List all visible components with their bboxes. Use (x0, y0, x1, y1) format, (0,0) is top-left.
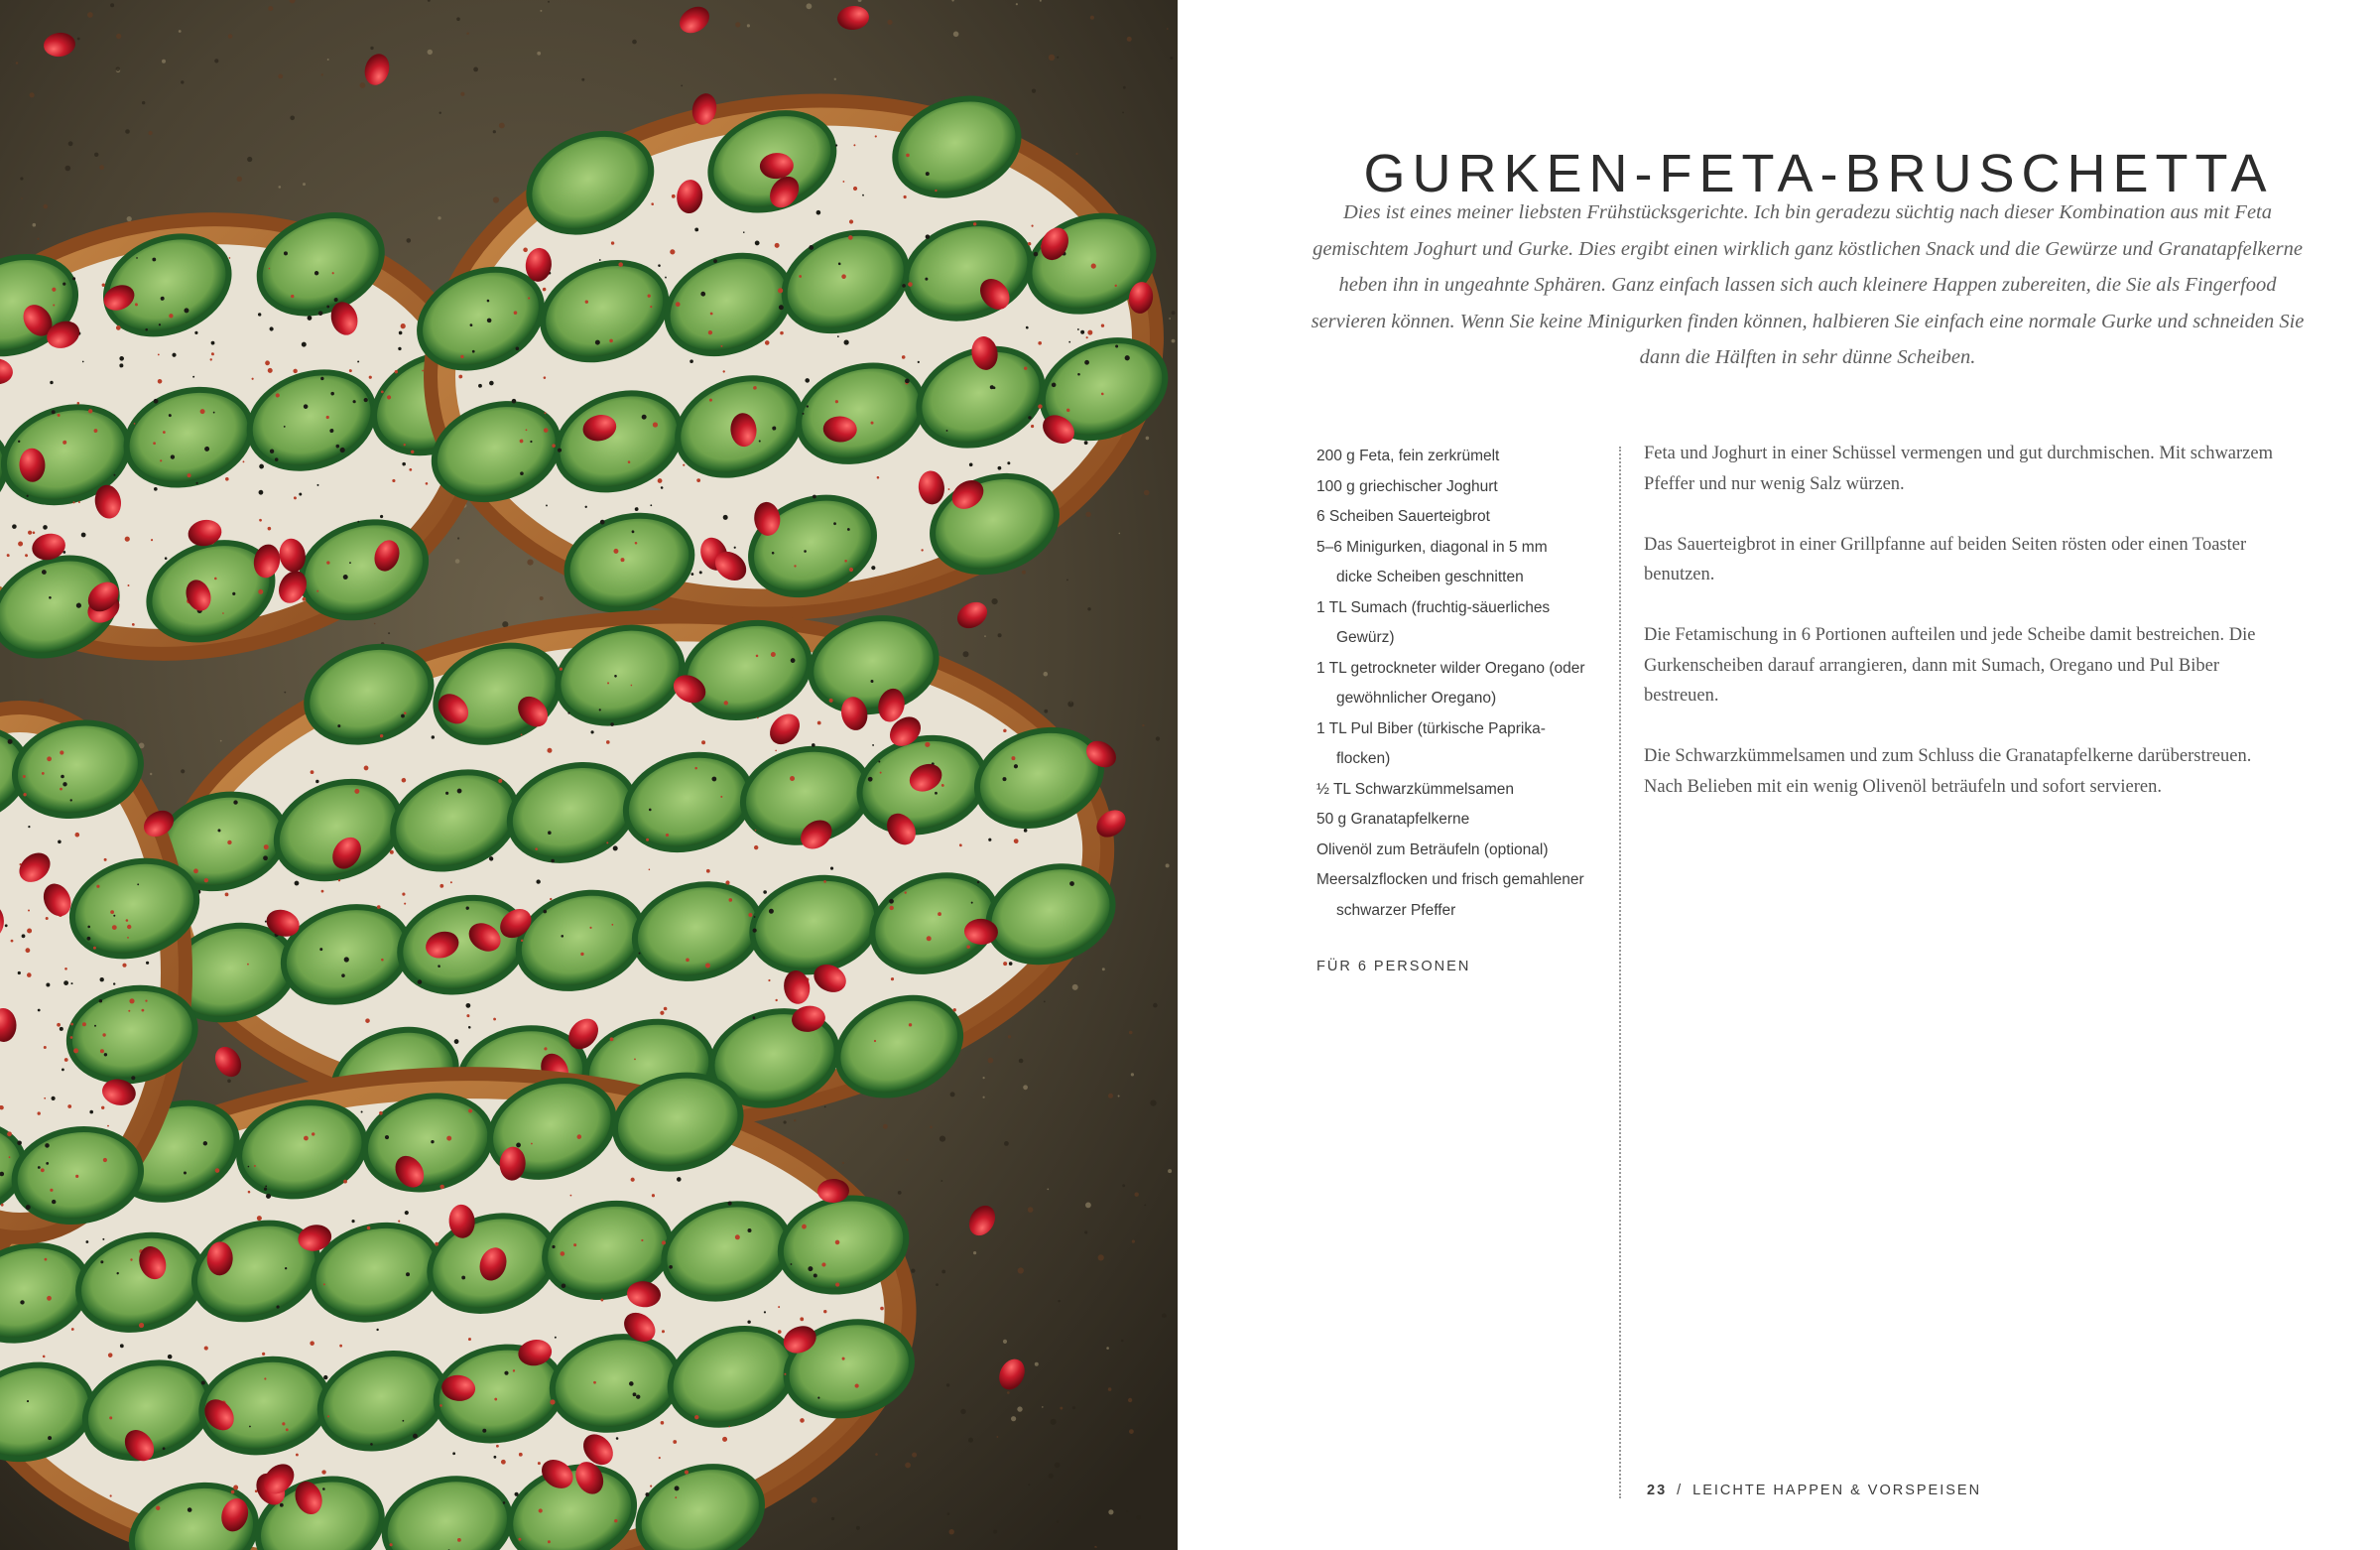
spice-fleck (47, 756, 52, 761)
speckle (284, 692, 286, 694)
speckle (125, 129, 130, 134)
speckle (548, 1, 550, 3)
speckle (1123, 86, 1126, 89)
spice-fleck (102, 1033, 105, 1036)
speckle (887, 20, 892, 25)
spice-fleck (87, 937, 91, 941)
speckle (110, 3, 114, 7)
speckle (1106, 1347, 1109, 1350)
speckle (1072, 1406, 1075, 1409)
speckle (268, 6, 273, 11)
spice-fleck (64, 968, 67, 970)
speckle (1144, 1205, 1146, 1207)
speckle (77, 38, 80, 41)
speckle (1035, 1362, 1039, 1366)
spice-fleck (7, 1131, 12, 1136)
speckle (1090, 16, 1094, 20)
speckle (1066, 580, 1068, 581)
speckle (116, 34, 121, 39)
spice-fleck (128, 1010, 130, 1012)
spice-fleck (44, 1046, 47, 1049)
spice-fleck (57, 1023, 61, 1027)
speckle (1136, 1515, 1141, 1520)
spice-fleck (64, 1058, 68, 1062)
speckle (735, 22, 740, 27)
page-footer (1647, 1483, 1981, 1498)
speckle (150, 773, 152, 775)
speckle (499, 123, 505, 129)
speckle (1008, 1035, 1011, 1038)
speckle (407, 238, 412, 243)
spice-fleck (70, 1036, 73, 1039)
spice-fleck (52, 1200, 56, 1204)
speckle (1018, 1267, 1024, 1273)
spice-fleck (126, 919, 129, 922)
speckle (68, 141, 73, 146)
speckle (278, 74, 283, 79)
speckle (807, 3, 813, 9)
speckle (794, 1119, 796, 1121)
speckle (1150, 1100, 1156, 1106)
spice-fleck (18, 971, 21, 974)
spice-fleck (27, 929, 32, 934)
spice-fleck (26, 948, 31, 953)
spice-fleck (5, 924, 8, 927)
spice-fleck (58, 840, 62, 844)
section-title: LEICHTE HAPPEN & VORSPEISEN (1692, 1483, 1982, 1498)
speckle (227, 1080, 231, 1084)
speckle (1051, 1419, 1057, 1425)
speckle (1019, 1059, 1024, 1064)
speckle (1084, 1230, 1087, 1233)
speckle (44, 204, 49, 209)
speckle (149, 131, 153, 135)
ingredient-item: 1 TL Pul Biber (türkische Paprika- flocken) (1316, 719, 1546, 767)
ingredient-item: Olivenöl zum Beträufeln (optional) (1316, 840, 1549, 858)
speckle (1108, 1387, 1112, 1391)
speckle (94, 153, 98, 157)
spice-fleck (38, 1166, 41, 1169)
method-step: Die Fetamischung in 6 Portionen aufteilen und jede Scheibe damit bestreichen. Die Gurkenscheiben darauf arrangieren, dann mit Sumach, Oregano und Pul Biber bestreuen. (1644, 625, 2256, 706)
speckle (993, 1530, 997, 1534)
speckle (1022, 571, 1026, 575)
speckle (968, 1438, 973, 1443)
speckle (327, 59, 329, 61)
speckle (65, 166, 71, 172)
speckle (457, 537, 459, 539)
spice-fleck (45, 1143, 50, 1148)
recipe-intro: Dies ist eines meiner liebsten Frühstücksgerichte. Ich bin geradezu süchtig nach dieser Kombination aus mit Feta gemischtem Joghurt und Gurke. Dies ergibt einen wirklich ganz köstlichen Snack und die Gewürze und Granatapfelkerne heben ihn in ungeahnte Sphären. Ganz einfach lassen sich auch kleinere Happen zubereiten, die Sie als Fingerfood servieren können. Wenn Sie keine Minigurken finden können, halbieren Sie einfach eine normale Gurke und schneiden Sie dann die Hälften in sehr dünne Scheiben. (1311, 201, 2305, 368)
spice-fleck (46, 1162, 49, 1165)
speckle (856, 1526, 860, 1530)
bruschetta-photo-illustration (0, 0, 1178, 1550)
speckle (1007, 1391, 1010, 1394)
spice-fleck (104, 1053, 107, 1056)
spice-fleck (46, 917, 49, 920)
speckle (1032, 89, 1036, 93)
speckle (1055, 1463, 1061, 1469)
speckle (162, 60, 166, 64)
speckle (33, 223, 37, 227)
speckle (1087, 607, 1090, 610)
speckle (784, 1120, 787, 1123)
spice-fleck (142, 1009, 145, 1012)
speckle (455, 559, 460, 564)
speckle (1170, 57, 1173, 60)
speckle (1003, 1340, 1007, 1344)
speckle (1094, 1547, 1096, 1549)
speckle (1042, 1406, 1044, 1408)
spice-fleck (127, 937, 129, 939)
spice-fleck (23, 793, 26, 796)
spice-fleck (22, 934, 26, 938)
spice-fleck (146, 962, 149, 965)
spice-fleck (93, 947, 96, 950)
speckle (1108, 1509, 1113, 1514)
spice-fleck (127, 925, 131, 929)
spice-fleck (60, 750, 63, 754)
ingredient-item: ½ TL Schwarzkümmelsamen (1316, 780, 1514, 798)
spice-fleck (23, 775, 26, 778)
speckle (1047, 1189, 1049, 1191)
speckle (1167, 28, 1169, 30)
spice-fleck (100, 977, 104, 981)
speckle (1085, 512, 1090, 517)
ingredient-item: 200 g Feta, fein zerkrümelt (1316, 448, 1500, 464)
speckle (1128, 1398, 1132, 1402)
spice-fleck (89, 1110, 93, 1114)
speckle (181, 80, 184, 83)
speckle (374, 623, 376, 625)
speckle (21, 197, 23, 199)
speckle (439, 112, 441, 114)
speckle (493, 196, 499, 202)
speckle (1131, 1073, 1134, 1076)
speckle (456, 17, 460, 21)
speckle (99, 165, 104, 170)
spice-fleck (73, 1048, 78, 1053)
spice-fleck (113, 982, 115, 984)
speckle (473, 67, 478, 72)
speckle (947, 1512, 950, 1515)
spice-fleck (8, 739, 13, 744)
speckle (279, 186, 282, 189)
speckle (1058, 1300, 1060, 1302)
speckle (1168, 1169, 1172, 1173)
speckle (1057, 57, 1059, 59)
spice-fleck (9, 1156, 11, 1158)
spice-fleck (87, 926, 90, 929)
speckle (247, 157, 252, 162)
speckle (1085, 1203, 1091, 1209)
method-steps (1644, 439, 2279, 833)
speckle (963, 651, 969, 657)
speckle (179, 30, 182, 33)
speckle (1172, 339, 1176, 343)
speckle (960, 1409, 965, 1414)
spice-fleck (1, 1204, 4, 1207)
speckle (1011, 1416, 1016, 1421)
speckle (824, 1106, 826, 1108)
speckle (527, 560, 533, 566)
method-step: Die Schwarzkümmelsamen und zum Schluss die Granatapfelkerne darüberstreuen. Nach Belieben mit ein wenig Olivenöl beträufeln und sofort servieren. (1644, 746, 2252, 797)
speckle (1162, 1313, 1167, 1318)
speckle (883, 1124, 888, 1129)
ingredient-list (1316, 442, 1624, 926)
spice-fleck (42, 772, 45, 775)
spice-fleck (28, 826, 30, 828)
speckle (953, 32, 959, 38)
speckle (1122, 112, 1124, 114)
speckle (1049, 55, 1055, 61)
speckle (466, 33, 468, 35)
spice-fleck (28, 910, 30, 912)
speckle (116, 67, 120, 71)
spice-fleck (99, 999, 102, 1002)
spice-fleck (70, 799, 72, 801)
ingredient-item: 1 TL getrockneter wilder Oregano (oder gewöhnlicher Oregano) (1316, 659, 1585, 707)
speckle (747, 24, 750, 27)
speckle (16, 62, 19, 65)
speckle (941, 1270, 945, 1274)
speckle (1156, 736, 1160, 740)
servings-label: FÜR 6 PERSONEN (1316, 959, 1471, 974)
speckle (370, 47, 373, 50)
spice-fleck (101, 1106, 104, 1109)
speckle (388, 632, 390, 634)
spice-fleck (94, 1025, 96, 1027)
spice-fleck (27, 972, 32, 977)
speckle (1118, 1096, 1120, 1098)
speckle (998, 633, 1002, 637)
speckle (1098, 1254, 1104, 1260)
spice-fleck (137, 883, 139, 885)
speckle (1144, 490, 1150, 496)
speckle (1016, 3, 1018, 5)
speckle (228, 34, 233, 39)
speckle (540, 596, 544, 600)
speckle (1129, 1031, 1133, 1035)
speckle (127, 216, 132, 221)
speckle (537, 52, 541, 56)
speckle (907, 1159, 909, 1161)
spice-fleck (50, 1189, 53, 1192)
method-step: Das Sauerteigbrot in einer Grillpfanne auf beiden Seiten rösten oder einen Toaster benutzen. (1644, 534, 2247, 584)
speckle (1004, 1141, 1009, 1146)
speckle (912, 1453, 917, 1458)
spice-fleck (82, 1022, 86, 1026)
speckle (1102, 968, 1105, 970)
speckle (1127, 37, 1132, 42)
spice-fleck (122, 964, 126, 968)
speckle (460, 92, 464, 96)
speckle (834, 78, 836, 80)
speckle (930, 1126, 933, 1129)
speckle (1049, 1474, 1054, 1479)
spice-fleck (75, 833, 80, 838)
speckle (940, 1180, 942, 1182)
speckle (1075, 153, 1077, 155)
speckle (973, 1251, 976, 1254)
spice-fleck (26, 1205, 31, 1210)
spice-fleck (44, 1098, 46, 1099)
speckle (939, 1136, 945, 1142)
speckle (992, 598, 998, 604)
speckle (20, 177, 23, 180)
spice-fleck (113, 915, 115, 917)
method-step: Feta und Joghurt in einer Schüssel vermengen und gut durchmischen. Mit schwarzem Pfeffer und nur wenig Salz würzen. (1644, 444, 2273, 494)
speckle (1057, 1520, 1059, 1522)
speckle (303, 183, 306, 186)
speckle (1129, 1429, 1134, 1434)
spice-fleck (103, 1158, 107, 1162)
speckle (1119, 533, 1121, 535)
speckle (946, 1383, 949, 1386)
spice-fleck (110, 910, 114, 914)
speckle (581, 78, 584, 81)
speckle (1153, 1003, 1158, 1008)
speckle (936, 1283, 939, 1286)
speckle (1135, 1193, 1139, 1197)
spice-fleck (131, 1076, 135, 1080)
speckle (812, 1497, 817, 1503)
speckle (1126, 1510, 1128, 1512)
speckle (1044, 672, 1049, 677)
column-divider (1619, 447, 1621, 1498)
speckle (1067, 702, 1073, 708)
spice-fleck (129, 998, 134, 1003)
speckle (1146, 437, 1150, 441)
spice-fleck (71, 982, 73, 984)
spice-fleck (96, 885, 99, 888)
spice-fleck (46, 983, 50, 987)
speckle (983, 1097, 985, 1098)
speckle (905, 1463, 911, 1469)
speckle (1028, 1484, 1030, 1485)
spice-fleck (112, 925, 117, 930)
footer-separator: / (1677, 1483, 1684, 1498)
speckle (1132, 1240, 1135, 1243)
speckle (1142, 724, 1144, 726)
spice-fleck (67, 1104, 71, 1108)
speckle (87, 12, 93, 18)
speckle (237, 177, 242, 182)
speckle (360, 82, 366, 88)
spice-fleck (61, 775, 64, 779)
speckle (1108, 1094, 1113, 1098)
spice-fleck (75, 1175, 78, 1178)
speckle (911, 1269, 915, 1273)
recipe-page (1178, 0, 2380, 1550)
speckle (181, 769, 185, 773)
speckle (875, 1453, 878, 1456)
speckle (321, 73, 323, 75)
speckle (540, 10, 542, 12)
speckle (29, 92, 34, 97)
ingredient-item: 6 Scheiben Sauerteigbrot (1316, 508, 1490, 525)
speckle (898, 1191, 902, 1195)
speckle (1121, 1340, 1124, 1343)
speckle (1072, 984, 1078, 990)
speckle (1166, 863, 1170, 867)
spice-fleck (38, 1111, 41, 1114)
speckle (1044, 1001, 1046, 1003)
spice-fleck (62, 1069, 64, 1072)
ingredient-item: 50 g Granatapfelkerne (1316, 811, 1470, 828)
speckle (983, 1077, 985, 1079)
speckle (37, 238, 39, 240)
speckle (428, 50, 433, 55)
spice-fleck (145, 1000, 147, 1002)
speckle (1060, 1407, 1063, 1410)
spice-fleck (104, 858, 107, 861)
speckle (988, 1058, 994, 1064)
speckle (142, 101, 145, 104)
spice-fleck (63, 980, 68, 985)
spice-fleck (41, 1168, 45, 1172)
recipe-title: GURKEN-FETA-BRUSCHETTA (1363, 144, 2274, 204)
spice-fleck (60, 1027, 63, 1031)
ingredient-item: 5–6 Minigurken, diagonal in 5 mm dicke Scheiben geschnitten (1316, 538, 1548, 585)
page-number: 23 (1647, 1483, 1668, 1498)
speckle (949, 1529, 954, 1534)
speckle (214, 59, 218, 63)
speckle (1044, 710, 1048, 713)
bruschetta-photo (0, 0, 1178, 1550)
speckle (220, 740, 222, 742)
speckle (502, 621, 508, 627)
spice-fleck (17, 1141, 22, 1146)
speckle (438, 216, 440, 219)
speckle (1172, 311, 1176, 315)
speckle (632, 40, 637, 45)
ingredient-item: 1 TL Sumach (fruchtig-säuerliches Gewürz) (1316, 598, 1551, 646)
speckle (1023, 1085, 1028, 1090)
speckle (997, 1436, 999, 1438)
spice-fleck (52, 1097, 56, 1100)
spice-fleck (63, 782, 66, 786)
speckle (1017, 1406, 1022, 1411)
speckle (681, 85, 683, 87)
speckle (842, 1162, 844, 1164)
spice-fleck (38, 1009, 41, 1012)
speckle (1028, 1207, 1034, 1213)
ingredient-item: 100 g griechischer Joghurt (1316, 477, 1498, 495)
ingredient-item: Meersalzflocken und frisch gemahlener schwarzer Pfeffer (1316, 871, 1584, 919)
speckle (984, 635, 986, 637)
spice-fleck (100, 1049, 104, 1053)
speckle (1169, 318, 1171, 320)
speckle (290, 116, 295, 121)
spice-fleck (11, 940, 14, 943)
speckle (950, 1092, 955, 1097)
speckle (1122, 1184, 1125, 1187)
speckle (831, 1517, 834, 1520)
spice-fleck (70, 1023, 73, 1026)
spice-fleck (107, 1125, 109, 1127)
speckle (493, 130, 496, 133)
spice-fleck (60, 788, 63, 791)
